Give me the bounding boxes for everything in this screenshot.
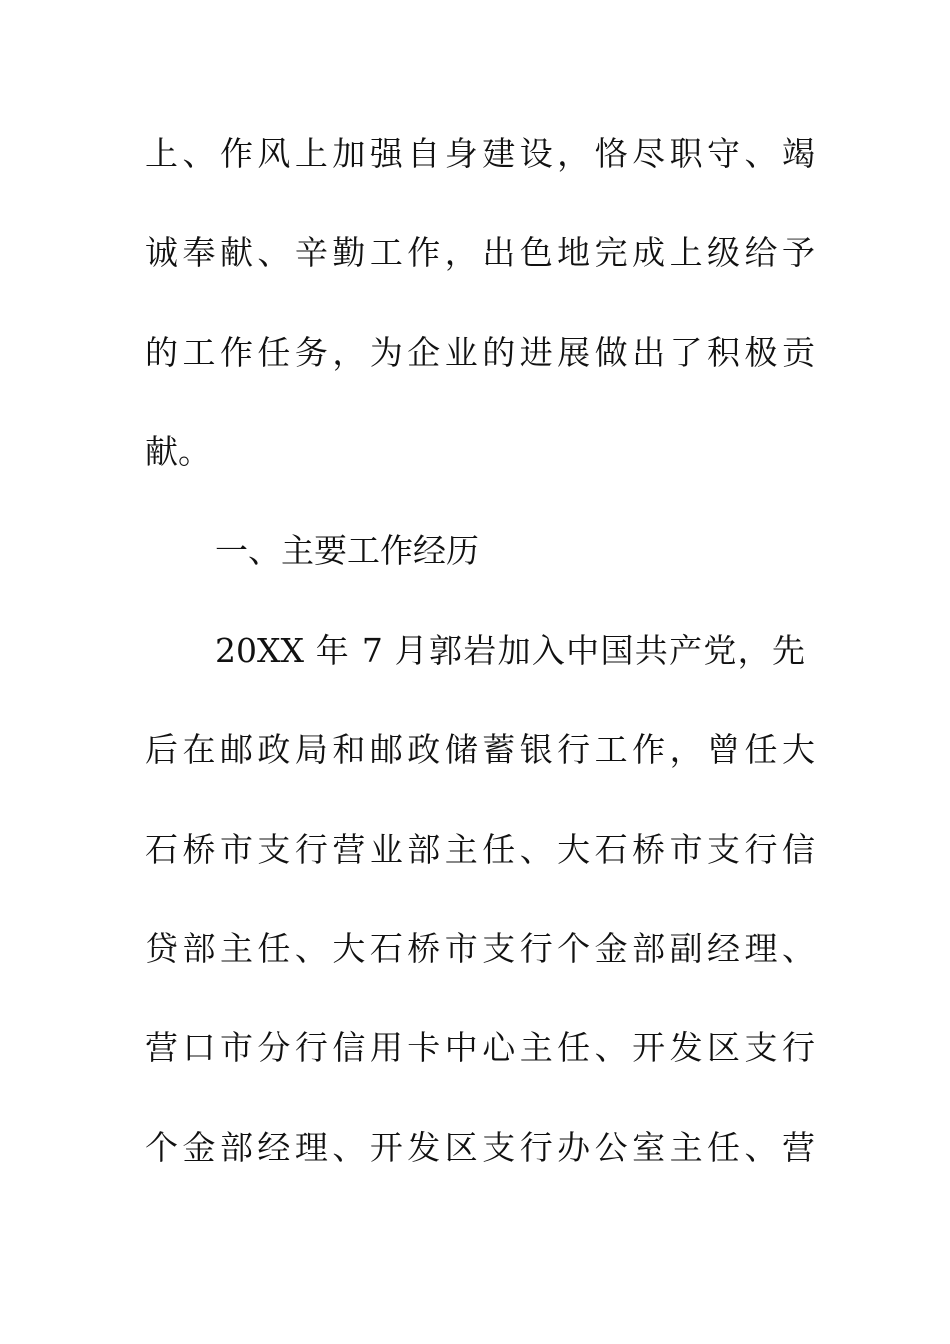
paragraph-2-line-3: 石桥市支行营业部主任、大石桥市支行信 (145, 830, 815, 869)
paragraph-2-line-1: 20XX 年 7 月郭岩加入中国共产党，先 (215, 631, 805, 670)
paragraph-2-line-5: 营口市分行信用卡中心主任、开发区支行 (145, 1028, 815, 1067)
paragraph-1-line-3: 的工作任务，为企业的进展做出了积极贡 (145, 333, 815, 372)
paragraph-2-line-4: 贷部主任、大石桥市支行个金部副经理、 (145, 929, 815, 968)
paragraph-2-line-2: 后在邮政局和邮政储蓄银行工作，曾任大 (145, 730, 815, 769)
paragraph-1-line-2: 诚奉献、辛勤工作，出色地完成上级给予 (145, 233, 815, 272)
paragraph-2-line-6: 个金部经理、开发区支行办公室主任、营 (145, 1128, 815, 1167)
section-heading: 一、主要工作经历 (215, 531, 479, 570)
paragraph-1-line-1: 上、作风上加强自身建设，恪尽职守、竭 (145, 134, 815, 173)
paragraph-1-line-4: 献。 (145, 432, 211, 471)
